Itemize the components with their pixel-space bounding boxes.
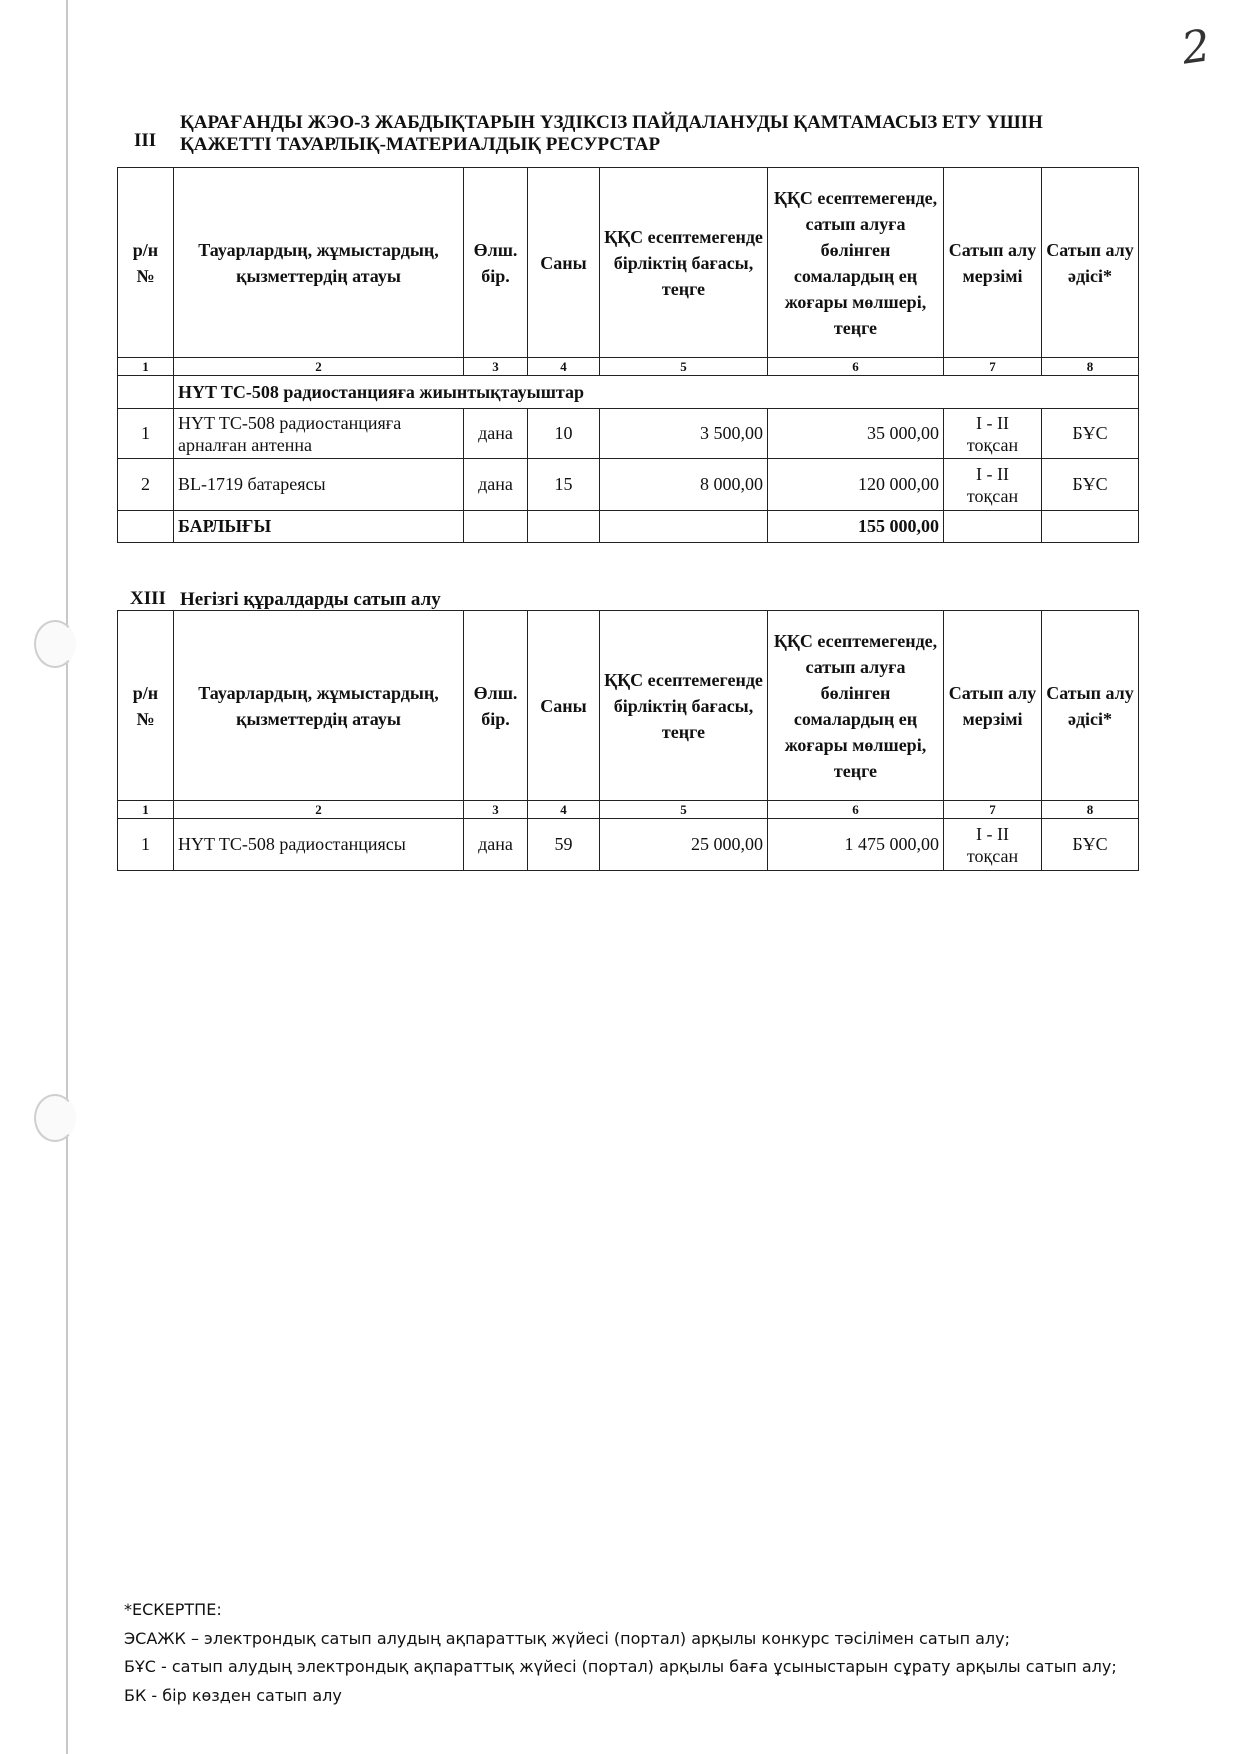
item-amount: 1 475 000,00 [768,819,944,871]
item-unit: дана [464,459,528,511]
item-price: 3 500,00 [600,409,768,459]
footnote-line: БК - бір көзден сатып алу [124,1685,342,1705]
col-header-qty: Саны [528,611,600,801]
table-row [118,409,1139,459]
item-name [174,409,464,459]
item-name: HYT TC-508 радиостанциясы [174,819,464,871]
row-number: 2 [118,459,174,511]
item-qty: 10 [528,409,600,459]
table-row [118,459,1139,511]
group-title: HYT TC-508 радиостанцияға жиынтықтауыштар [174,376,1139,409]
group-row [118,376,1139,409]
total-row [118,511,1139,543]
total-label: БАРЛЫҒЫ [174,511,464,543]
term-line: тоқсан [966,434,1019,455]
table-row [118,819,1139,871]
item-term [944,819,1042,871]
column-number-row [118,358,1139,376]
term-line: I - II [976,412,1009,433]
column-number-row [118,801,1139,819]
col-header-amount: ҚҚС есептемегенде, сатып алуға бөлінген сомалардың ең жоғары мөлшері, теңге [768,611,944,801]
item-amount: 120 000,00 [768,459,944,511]
column-number: 8 [1042,801,1139,819]
column-number: 1 [118,801,174,819]
row-number: 1 [118,819,174,871]
section-title-line: ҚАРАҒАНДЫ ЖЭО-3 ЖАБДЫҚТАРЫН ҮЗДІКСІЗ ПАЙДАЛАНУДЫ ҚАМТАМАСЫЗ ЕТУ ҮШІН [180,112,1043,133]
col-header-term: Сатып алу мерзімі [944,611,1042,801]
column-number: 3 [464,358,528,376]
column-number: 6 [768,358,944,376]
footnote [124,1596,1117,1710]
term-line: I - II [976,823,1009,844]
item-name-line: арналған антенна [178,434,312,455]
col-header-amount: ҚҚС есептемегенде, сатып алуға бөлінген сомалардың ең жоғары мөлшері, теңге [768,168,944,358]
item-method: БҰС [1042,409,1139,459]
item-term [944,409,1042,459]
col-header-no: р/н № [118,168,174,358]
column-number: 4 [528,358,600,376]
item-qty: 15 [528,459,600,511]
col-header-qty: Саны [528,168,600,358]
col-header-no: р/н № [118,611,174,801]
column-number: 5 [600,801,768,819]
term-line: тоқсан [966,845,1019,866]
punch-hole [34,620,76,668]
footnote-line: БҰС - сатып алудың электрондық ақпараттық жүйесі (портал) арқылы баға ұсыныстарын сұрату арқылы сатып алу; [124,1657,1117,1676]
column-number: 1 [118,358,174,376]
punch-hole [34,1094,76,1142]
item-unit: дана [464,409,528,459]
table-header-row [118,611,1139,801]
column-number: 2 [174,358,464,376]
column-number: 6 [768,801,944,819]
item-method: БҰС [1042,459,1139,511]
page-edge [66,0,68,1754]
procurement-table-III [117,167,1139,543]
column-number: 5 [600,358,768,376]
col-header-method: Сатып алу әдісі* [1042,168,1139,358]
item-price: 8 000,00 [600,459,768,511]
section-title: Негізгі құралдарды сатып алу [180,589,441,610]
item-method: БҰС [1042,819,1139,871]
column-number: 2 [174,801,464,819]
column-number: 8 [1042,358,1139,376]
table-header-row [118,168,1139,358]
section-title [180,112,1043,156]
col-header-name: Тауарлардың, жұмыстардың, қызметтердің атауы [174,168,464,358]
section-title-line: ҚАЖЕТТІ ТАУАРЛЫҚ-МАТЕРИАЛДЫҚ РЕСУРСТАР [180,134,661,155]
column-number: 7 [944,358,1042,376]
total-amount: 155 000,00 [768,511,944,543]
row-number: 1 [118,409,174,459]
col-header-term: Сатып алу мерзімі [944,168,1042,358]
item-unit: дана [464,819,528,871]
col-header-price: ҚҚС есептемегенде бірліктің бағасы, теңге [600,168,768,358]
column-number: 4 [528,801,600,819]
section-roman-number: XIII [130,588,166,609]
item-amount: 35 000,00 [768,409,944,459]
footnote-line: ЭСАЖК – электрондық сатып алудың ақпараттық жүйесі (портал) арқылы конкурс тәсілімен сатып алу; [124,1628,1011,1648]
column-number: 7 [944,801,1042,819]
procurement-table-XIII [117,610,1139,871]
item-price: 25 000,00 [600,819,768,871]
col-header-unit: Өлш. бір. [464,168,528,358]
section-roman-number: III [134,130,157,151]
column-number: 3 [464,801,528,819]
col-header-method: Сатып алу әдісі* [1042,611,1139,801]
item-qty: 59 [528,819,600,871]
col-header-unit: Өлш. бір. [464,611,528,801]
term-line: тоқсан [966,485,1019,506]
item-term [944,459,1042,511]
term-line: I - II [976,463,1009,484]
col-header-price: ҚҚС есептемегенде бірліктің бағасы, теңге [600,611,768,801]
handwritten-page-number: 2 [1178,20,1214,75]
col-header-name: Тауарлардың, жұмыстардың, қызметтердің атауы [174,611,464,801]
footnote-heading: *ЕСКЕРТПЕ: [124,1600,222,1619]
item-name: BL-1719 батареясы [174,459,464,511]
item-name-line: HYT TC-508 радиостанцияға [178,412,402,433]
